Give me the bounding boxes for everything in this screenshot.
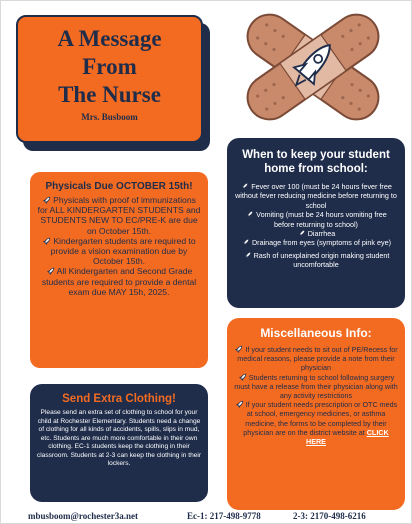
keep-home-item: Drainage from eyes (symptoms of pink eye) bbox=[235, 238, 397, 247]
extra-clothing-box bbox=[30, 384, 208, 502]
title-line-1: A Message bbox=[57, 26, 162, 51]
physicals-item: Physicals with proof of immunizations for ALL KINDERGARTEN STUDENTS and STUDENTS NEW TO EC/PRE-K are due on October 15th. bbox=[37, 195, 201, 236]
footer-phone-23: 2-3: 2170-498-6216 bbox=[293, 511, 366, 521]
keep-home-item: Rash of unexplained origin making student uncomfortable bbox=[235, 251, 397, 270]
keep-home-box bbox=[227, 138, 405, 308]
rocket-icon bbox=[245, 210, 256, 219]
rocket-icon bbox=[241, 238, 252, 247]
keep-home-item: Diarrhea bbox=[235, 229, 397, 238]
keep-home-item: Fever over 100 (must be 24 hours fever free without fever reducing medicine before returning to school bbox=[235, 182, 397, 210]
rocket-icon bbox=[234, 345, 245, 354]
footer bbox=[1, 508, 412, 524]
rocket-icon bbox=[297, 229, 308, 238]
physicals-item: All Kindergarten and Second Grade students are required to provide a dental exam due MAY 15h, 2025. bbox=[41, 266, 197, 297]
rocket-icon bbox=[46, 266, 57, 276]
misc-info-title: Miscellaneous Info: bbox=[260, 326, 372, 340]
misc-info-item: Students returning to school following surgery must have a release from their physician along with any activity restrictions bbox=[234, 372, 398, 401]
extra-clothing-text: Please send an extra set of clothing to school for your child at Rochester Elementary. Students need a change of clothing for all kinds of accidents, spills, slips in mud, etc. Students are much more comfortable in their own clothing. EC-1 students keep the clothing in their classroom. Students at 2-3 can keep the clothing in their lockers. bbox=[36, 409, 202, 467]
misc-info-item: If your student needs to sit out of PE/Recess for medical reasons, please provide a note from their physician bbox=[233, 345, 399, 373]
rocket-icon bbox=[238, 373, 249, 382]
title-line-2: From bbox=[82, 54, 137, 79]
rocket-icon bbox=[235, 400, 246, 409]
author-name: Mrs. Busboom bbox=[81, 112, 138, 122]
keep-home-item: Vomiting (must be 24 hours vomiting free before returning to school) bbox=[235, 210, 397, 229]
footer-phone-ec1: Ec-1: 217-498-9778 bbox=[187, 511, 261, 521]
misc-info-item: If your student needs prescription or OTC meds at school, emergency medicines, or asthma medicine, the forms to be completed by their physician are on the district website at CLICK HERE bbox=[233, 400, 399, 446]
misc-info-box bbox=[227, 318, 405, 510]
title-line-3: The Nurse bbox=[58, 82, 161, 107]
title-card bbox=[16, 15, 203, 143]
rocket-icon bbox=[240, 182, 251, 191]
click-here-link[interactable]: CLICK HERE bbox=[306, 427, 389, 447]
footer-email: mbusboom@rochester3a.net bbox=[28, 511, 138, 521]
rocket-icon bbox=[243, 251, 254, 260]
physicals-title: Physicals Due OCTOBER 15th! bbox=[45, 181, 193, 192]
rocket-icon bbox=[42, 195, 53, 205]
extra-clothing-title: Send Extra Clothing! bbox=[62, 393, 176, 405]
keep-home-title: When to keep your student home from school: bbox=[242, 149, 390, 175]
physicals-item: Kindergarten students are required to provide a vision examination due by October 15th. bbox=[36, 236, 202, 267]
physicals-box bbox=[30, 172, 208, 368]
bandaid-rocket-graphic bbox=[233, 7, 393, 127]
rocket-icon bbox=[42, 236, 53, 246]
